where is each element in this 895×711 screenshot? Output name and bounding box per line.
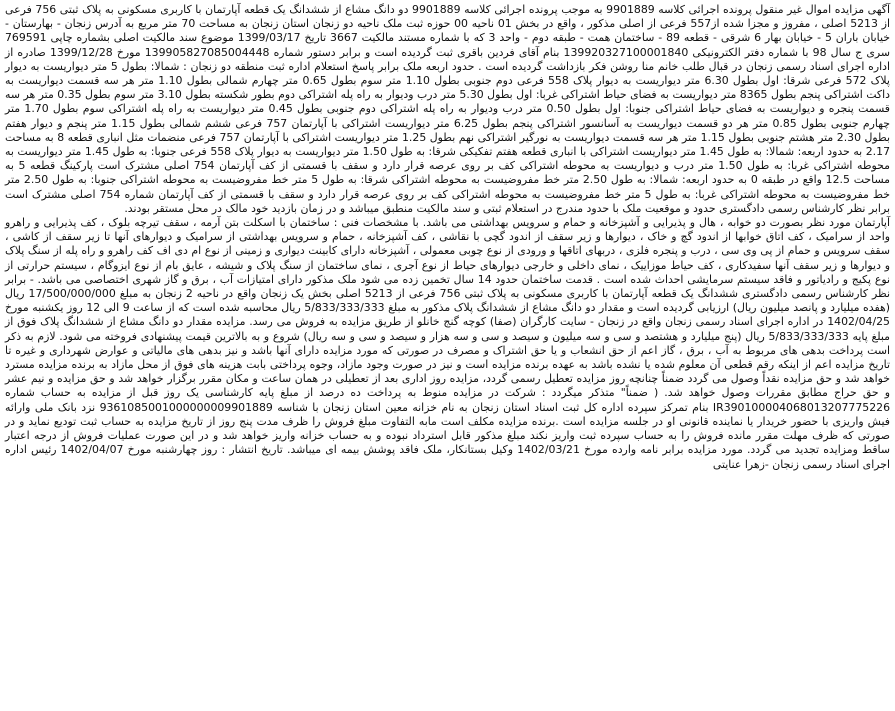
notice-paragraph-2: آپارتمان مورد نظر بصورت دو خوابه ، هال و پذیرایی و آشپزخانه و حمام و سرویس بهداشتی می باشد. با مشخصات فنی : ساختمان با اسکلت بتن آرمه ، سقف تیرچه بلوک ، کف پذیرایی و راهرو واحد از سرامیک ، کف اتاق خوابها از اندود گچ و خاک ، دیوارها و زیر سقف از اندود گچی با نقاشی ، کف آشپزخانه ، حمام و سرویس بهداشتی از سرامیک و دیوارهای آنها تا زیر سقف از کاشی ، سقف سرویس و حمام از پی وی سی ، درب و پنجره فلزی ، دربهای اتاقها و ورودی از نوع چوبی معمولی ، آشپزخانه دارای کابینت دیواری و زمینی از نوع ام دی اف کف راهرو و راه پله از سنگ پلاک و دیوارها و زیر سقف آنها سفیدکاری ، کف حیاط موزاییک ، نمای داخلی و خارجی دیوارهای حیاط از نوع آجری ، نمای ساختمان از سنگ پلاک و شیشه ، عایق بام از نوع ایزوگام ، سیستم حرارتی از نوع پکیج و رادیاتور و فاقد سیستم سرمایشی احداث شده است . قدمت ساختمان حدود 14 سال تخمین زده می شود ملک مذکور دارای امتیازات آب ، برق و گاز شهری اختصاصی می باشد. - برابر نظر کارشناس رسمی دادگستری ششدانگ یک قطعه آپارتمان با کاربری مسکونی به پلاک ثبتی 756 فرعی از 5213 اصلی بخش یک زنجان واقع در ناحیه 2 زنجان به مبلغ 17/500/000/000 ریال (هفده میلیارد و پانصد میلیون ریال) ارزیابی گردیده است و مقدار دو دانگ مشاع از ششدانگ پلاک مذکور به مبلغ 5/833/333/333 ریال محاسبه شده است که از ساعت 9 الی 12 روز یکشنبه مورخ 1402/04/25 در اداره اجرای اسناد رسمی زنجان واقع در زنجان - سایت کارگران (صفا) کوچه گنج خانلو از طریق مزایده به فروش می رسد. مزایده مقدار دو دانگ مشاع از ششدانگ پلاک فوق از مبلغ پایه 5/833/333/333 ریال (پنج میلیارد و هشتصد و سی و سه میلیون و سیصد و سی و سه هزار و سیصد و سی و سه ریال) شروع و به بالاترین قیمت پیشنهادی فروخته می شود. لازم به ذکر است پرداخت بدهی های مربوط به آب ، برق ، گاز اعم از حق انشعاب و یا حق اشتراک و مصرف در صورتی که مورد مزایده دارای آنها باشد و نیز بدهی های مالیاتی و عوارض شهرداری و غیره تا تاریخ مزایده اعم از اینکه رقم قطعی آن معلوم شده یا نشده باشد به عهده برنده مزایده است و نیز در صورت وجود مازاد، وجوه پرداختی بابت هزینه های فوق از محل مازاد به برنده مزایده مسترد خواهد شد و حق مزایده نقداً وصول می گردد ضمناً چنانچه روز مزایده تعطیل رسمی گردد، مزایده روز اداری بعد از تعطیلی در همان ساعت و مکان مقرر برگزار خواهد شد و حق مزایده و نیم عشر و حق حراج مطابق مقررات وصول خواهد شد. ( ضمناً" متذکر میگردد : شرکت در مزایده منوط به پرداخت ده درصد از مبلغ پایه کارشناسی یک روز قبل از مزایده به حساب شماره IR390100004068013207775226 بنام تمرکز سپرده اداره کل ثبت اسناد استان زنجان به نام خزانه معین استان زنجان با شناسه 9361085001000000009901889 نزد بانک ملی وارائه فیش واریزی با حضور خریدار یا نماینده قانونی او در جلسه مزایده است .برنده مزایده مکلف است مابه التفاوت مبلغ فروش را ظرف مدت پنج روز از تاریخ مزایده به حساب ثبت تودیع نماید و در صورتی که ظرف مهلت مقرر مانده فروش را به حساب سپرده ثبت واریز نکند مبلغ مذکور قابل استرداد نبوده و به حساب خزانه واریز خواهد شد و در این صورت عملیات فروش از درجه اعتبار ساقط ومزایده تجدید می گردد. مورد مزایده برابر نامه وارده مورخ 1402/03/21 وکیل بستانکار، ملک فاقد پوشش بیمه ای میباشد. تاریخ انتشار : روز چهارشنبه مورخ 1402/04/07 رئیس اداره اجرای اسناد رسمی زنجان -زهرا عنایتی xyxy=(5,216,890,471)
notice-paragraph-1: آگهی مزایده اموال غیر منقول پرونده اجرائی کلاسه 9901889 به موجب پرونده اجرائی کلاسه 9901889 دو دانگ مشاع از ششدانگ یک قطعه آپارتمان با کاربری مسکونی به پلاک ثبتی 756 فرعی از 5213 اصلی ، مفروز و مجزا شده از557 فرعی از اصلی مذکور ، واقع در بخش 01 ناحیه 00 حوزه ثبت ملک ناحیه دو زنجان استان زنجان به مساحت 70 متر مربع به آدرس زنجان - بهارستان - خیابان باران 5 - خیابان بهار 6 شرقی - قطعه 89 - ساختمان همت - طبقه دوم - واحد 3 که با شماره مستند مالکیت 3667 تاریخ 1399/03/17 موضوع سند مالکیت اصلی بشماره چاپی 769591 سری ج سال 98 با شماره دفتر الکترونیکی 139920327100001840 بنام آقای فردین باقری ثبت گردیده است و برابر دستور شماره 139905827085004448 مورخ 1399/12/28 صادره از اداره اجرای اسناد رسمی زنجان در قبال طلب خانم منا روشن فکر بازداشت گردیده است . حدود اربعه ملک برابر پاسخ استعلام اداره ثبت منطقه دو زنجان : شمالا: بطول 5 متر دیواریست به دیوار پلاک 572 فرعی شرقا: اول بطول 6.30 متر دیواریست به دیوار پلاک 558 فرعی دوم جنوبی بطول 1.10 متر سوم بطول 0.65 متر چهارم شمالی بطول 1.10 متر هر سه قسمت دیواریست به داکت اشتراکی پنجم بطول 8365 متر دیواریست به فضای حیاط اشتراکی غربا: اول بطول 5.30 متر درب ودیوار به راه پله اشتراکی دوم بطور شکسته بطول 3.10 متر سوم بطول 0.35 متر هر سه قسمت پنجره و دیواریست به فضای حیاط اشتراکی جنوبا: اول بطول 0.50 متر درب ودیوار به راه پله اشتراکی دوم جنوبی بطول 0.45 متر دیواریست به راه پله اشتراکی سوم بطول 1.70 متر چهارم جنوبی بطول 0.85 متر هر دو قسمت دیواریست به آسانسور اشتراکی پنجم بطول 6.25 متر دیواریست اشتراکی با آپارتمان 757 فرعی ششم شمالی بطول 1.15 متر پنجم و دیوار هفتم بطول 2.30 متر هشتم جنوبی بطول 1.15 متر هر سه قسمت دیواریست به نورگیر اشتراکی نهم بطول 1.25 متر دیواریست اشتراکی با آپارتمان 757 فرعی منضمات مثل انباری قطعه 8 به مساحت 2.17 به حدود اربعه: شمالا: به طول 1.45 متر دیواریست اشتراکی با انباری قطعه هفتم تفکیکی شرقا: به طول 1.50 متر دیواریست به دیوار پلاک 558 فرعی جنوبا: به طول 1.45 متر دیواریست به محوطه اشتراکی غربا: به طول 1.50 متر درب و دیواریست به محوطه اشتراکی کف بر روی عرصه قرار دارد و سقف با قسمتی از کف آپارتمان 754 اصلی مشترک است پارکینگ قطعه 5 به مساحت 12.5 واقع در طبقه 0 به حدود اربعه: شمالا: به طول 2.50 متر خط مفروضیست به محوطه اشتراکی شرقا: به طول 5 متر خط مفروضیست به محوطه اشتراکی جنوبا: به طول 2.50 متر خط مفروضیست به محوطه اشتراکی غربا: به طول 5 متر خط مفروضیست به محوطه اشتراکی کف بر روی عرصه قرار دارد و سقف با قسمتی از کف آپارتمان شماره 754 اصلی مشترک است برابر نظر کارشناس رسمی دادگستری حدود و موقعیت ملک با حدود مندرج در استعلام ثبتی و سند مالکیت منطبق میباشد و در زمان بازدید خود مالک در محل مستقر بودند. xyxy=(5,3,891,215)
